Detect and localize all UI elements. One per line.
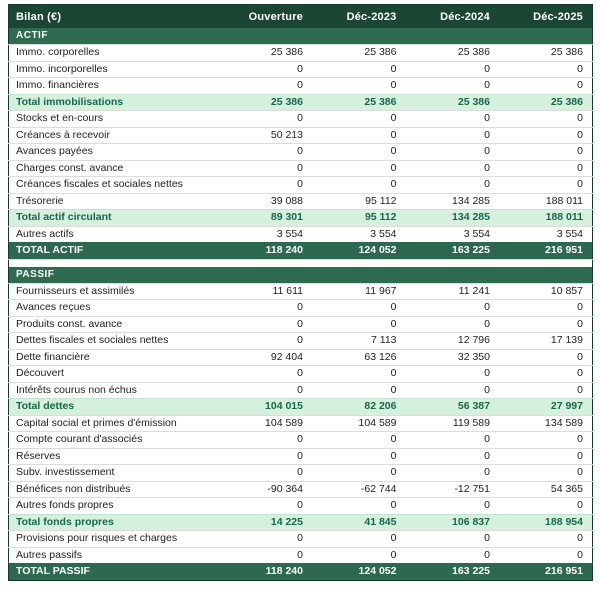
table-row xyxy=(9,144,593,161)
cell-value: 0 xyxy=(312,300,406,317)
cell-value: 0 xyxy=(406,78,500,95)
cell-value: 0 xyxy=(499,316,593,333)
cell-value: 0 xyxy=(406,382,500,399)
table-row xyxy=(9,300,593,317)
table-row xyxy=(9,226,593,243)
column-header-dec-2025: Déc-2025 xyxy=(499,5,593,29)
table-row xyxy=(9,514,593,531)
cell-value: 0 xyxy=(406,177,500,194)
column-header-dec-2023: Déc-2023 xyxy=(312,5,406,29)
cell-value: 0 xyxy=(219,498,313,515)
cell-value: 216 951 xyxy=(499,564,593,581)
cell-value: 0 xyxy=(219,160,313,177)
row-label: Produits const. avance xyxy=(9,316,219,333)
table-row xyxy=(9,366,593,383)
cell-value: 39 088 xyxy=(219,193,313,210)
table-row xyxy=(9,283,593,300)
cell-value: 25 386 xyxy=(406,94,500,111)
row-label: Dettes fiscales et sociales nettes xyxy=(9,333,219,350)
cell-value: 0 xyxy=(219,316,313,333)
table-row xyxy=(9,45,593,62)
cell-value: 63 126 xyxy=(312,349,406,366)
table-row xyxy=(9,481,593,498)
row-label: Total fonds propres xyxy=(9,514,219,531)
cell-value: 0 xyxy=(499,349,593,366)
cell-value: 25 386 xyxy=(312,94,406,111)
cell-value: 0 xyxy=(499,127,593,144)
cell-value: 0 xyxy=(499,448,593,465)
table-row xyxy=(9,316,593,333)
cell-value: 0 xyxy=(406,300,500,317)
cell-value: 0 xyxy=(406,432,500,449)
cell-value: 163 225 xyxy=(406,564,500,581)
cell-value: 0 xyxy=(499,160,593,177)
row-label: Avances reçues xyxy=(9,300,219,317)
cell-value: 0 xyxy=(312,144,406,161)
column-header-dec-2024: Déc-2024 xyxy=(406,5,500,29)
table-row xyxy=(9,160,593,177)
cell-value: 0 xyxy=(312,111,406,128)
table-title: Bilan (€) xyxy=(9,5,219,29)
balance-sheet-table xyxy=(8,4,593,581)
cell-value: 0 xyxy=(219,144,313,161)
cell-value: -90 364 xyxy=(219,481,313,498)
cell-value: 0 xyxy=(219,111,313,128)
cell-value: 104 589 xyxy=(312,415,406,432)
table-row xyxy=(9,349,593,366)
cell-value: 0 xyxy=(219,465,313,482)
table-row xyxy=(9,61,593,78)
cell-value: 0 xyxy=(499,531,593,548)
row-label: Provisions pour risques et charges xyxy=(9,531,219,548)
cell-value: 188 011 xyxy=(499,210,593,227)
cell-value: 0 xyxy=(219,177,313,194)
row-label: Créances fiscales et sociales nettes xyxy=(9,177,219,194)
cell-value: 0 xyxy=(312,498,406,515)
cell-value: 0 xyxy=(219,366,313,383)
row-label: Intérêts courus non échus xyxy=(9,382,219,399)
section-gap-cell xyxy=(9,259,593,267)
row-label: Avances payées xyxy=(9,144,219,161)
section-title: PASSIF xyxy=(9,267,593,284)
row-label: Immo. incorporelles xyxy=(9,61,219,78)
cell-value: 50 213 xyxy=(219,127,313,144)
cell-value: 0 xyxy=(406,316,500,333)
cell-value: 0 xyxy=(406,498,500,515)
section-header-actif xyxy=(9,28,593,45)
cell-value: 118 240 xyxy=(219,564,313,581)
cell-value: 124 052 xyxy=(312,243,406,260)
cell-value: 0 xyxy=(499,78,593,95)
cell-value: 0 xyxy=(312,177,406,194)
cell-value: 134 285 xyxy=(406,210,500,227)
row-label: Total dettes xyxy=(9,399,219,416)
section-gap xyxy=(9,259,593,267)
header-row xyxy=(9,5,593,29)
cell-value: 41 845 xyxy=(312,514,406,531)
row-label: Autres actifs xyxy=(9,226,219,243)
cell-value: 0 xyxy=(499,465,593,482)
cell-value: 25 386 xyxy=(499,94,593,111)
cell-value: 124 052 xyxy=(312,564,406,581)
cell-value: 0 xyxy=(499,300,593,317)
cell-value: 0 xyxy=(406,61,500,78)
cell-value: 0 xyxy=(312,127,406,144)
row-label: Bénéfices non distribués xyxy=(9,481,219,498)
table-row xyxy=(9,78,593,95)
cell-value: 3 554 xyxy=(406,226,500,243)
cell-value: 0 xyxy=(312,366,406,383)
table-row xyxy=(9,498,593,515)
cell-value: 0 xyxy=(219,547,313,564)
table-row xyxy=(9,177,593,194)
row-label: Trésorerie xyxy=(9,193,219,210)
cell-value: 0 xyxy=(499,498,593,515)
cell-value: 25 386 xyxy=(312,45,406,62)
cell-value: 0 xyxy=(219,448,313,465)
cell-value: 134 285 xyxy=(406,193,500,210)
cell-value: 54 365 xyxy=(499,481,593,498)
cell-value: 0 xyxy=(406,448,500,465)
cell-value: 0 xyxy=(406,127,500,144)
table-row xyxy=(9,333,593,350)
cell-value: 0 xyxy=(312,382,406,399)
cell-value: 14 225 xyxy=(219,514,313,531)
cell-value: 0 xyxy=(219,333,313,350)
cell-value: 0 xyxy=(499,144,593,161)
cell-value: 11 241 xyxy=(406,283,500,300)
row-label: Total actif circulant xyxy=(9,210,219,227)
cell-value: 0 xyxy=(312,432,406,449)
row-label: Compte courant d'associés xyxy=(9,432,219,449)
table-row xyxy=(9,531,593,548)
cell-value: 0 xyxy=(312,78,406,95)
row-label: Immo. financières xyxy=(9,78,219,95)
cell-value: 11 611 xyxy=(219,283,313,300)
row-label: Créances à recevoir xyxy=(9,127,219,144)
cell-value: 0 xyxy=(312,547,406,564)
table-body xyxy=(9,28,593,580)
cell-value: 163 225 xyxy=(406,243,500,260)
cell-value: 0 xyxy=(499,111,593,128)
cell-value: 27 997 xyxy=(499,399,593,416)
cell-value: 0 xyxy=(219,300,313,317)
cell-value: 12 796 xyxy=(406,333,500,350)
row-label: TOTAL PASSIF xyxy=(9,564,219,581)
row-label: Autres fonds propres xyxy=(9,498,219,515)
table-row xyxy=(9,94,593,111)
cell-value: 0 xyxy=(219,382,313,399)
cell-value: 25 386 xyxy=(219,94,313,111)
row-label: Fournisseurs et assimilés xyxy=(9,283,219,300)
cell-value: 0 xyxy=(219,61,313,78)
table-row xyxy=(9,564,593,581)
cell-value: 119 589 xyxy=(406,415,500,432)
cell-value: 0 xyxy=(499,177,593,194)
cell-value: 0 xyxy=(499,432,593,449)
cell-value: 95 112 xyxy=(312,193,406,210)
row-label: Dette financière xyxy=(9,349,219,366)
table-row xyxy=(9,111,593,128)
table-row xyxy=(9,210,593,227)
table-row xyxy=(9,432,593,449)
cell-value: 0 xyxy=(406,366,500,383)
cell-value: 104 589 xyxy=(219,415,313,432)
cell-value: -12 751 xyxy=(406,481,500,498)
cell-value: 104 015 xyxy=(219,399,313,416)
cell-value: 0 xyxy=(219,531,313,548)
cell-value: 0 xyxy=(499,366,593,383)
cell-value: 188 011 xyxy=(499,193,593,210)
table-row xyxy=(9,448,593,465)
column-header-ouverture: Ouverture xyxy=(219,5,313,29)
row-label: Autres passifs xyxy=(9,547,219,564)
cell-value: 0 xyxy=(312,316,406,333)
row-label: Découvert xyxy=(9,366,219,383)
cell-value: 10 857 xyxy=(499,283,593,300)
row-label: Capital social et primes d'émission xyxy=(9,415,219,432)
cell-value: 95 112 xyxy=(312,210,406,227)
cell-value: 3 554 xyxy=(312,226,406,243)
cell-value: 188 954 xyxy=(499,514,593,531)
cell-value: 0 xyxy=(312,61,406,78)
cell-value: 92 404 xyxy=(219,349,313,366)
table-row xyxy=(9,399,593,416)
table-row xyxy=(9,193,593,210)
row-label: TOTAL ACTIF xyxy=(9,243,219,260)
cell-value: 0 xyxy=(499,382,593,399)
cell-value: 0 xyxy=(219,432,313,449)
cell-value: 106 837 xyxy=(406,514,500,531)
cell-value: 3 554 xyxy=(499,226,593,243)
cell-value: -62 744 xyxy=(312,481,406,498)
cell-value: 0 xyxy=(406,144,500,161)
section-title: ACTIF xyxy=(9,28,593,45)
table-row xyxy=(9,243,593,260)
table-row xyxy=(9,382,593,399)
row-label: Stocks et en-cours xyxy=(9,111,219,128)
table-row xyxy=(9,127,593,144)
cell-value: 0 xyxy=(499,61,593,78)
cell-value: 216 951 xyxy=(499,243,593,260)
cell-value: 0 xyxy=(312,448,406,465)
row-label: Charges const. avance xyxy=(9,160,219,177)
cell-value: 3 554 xyxy=(219,226,313,243)
row-label: Immo. corporelles xyxy=(9,45,219,62)
cell-value: 0 xyxy=(406,531,500,548)
row-label: Réserves xyxy=(9,448,219,465)
cell-value: 32 350 xyxy=(406,349,500,366)
cell-value: 7 113 xyxy=(312,333,406,350)
row-label: Subv. investissement xyxy=(9,465,219,482)
cell-value: 82 206 xyxy=(312,399,406,416)
cell-value: 0 xyxy=(406,465,500,482)
cell-value: 0 xyxy=(312,465,406,482)
cell-value: 118 240 xyxy=(219,243,313,260)
cell-value: 25 386 xyxy=(219,45,313,62)
table-row xyxy=(9,547,593,564)
cell-value: 0 xyxy=(406,111,500,128)
table-header xyxy=(9,5,593,29)
cell-value: 0 xyxy=(219,78,313,95)
cell-value: 17 139 xyxy=(499,333,593,350)
cell-value: 89 301 xyxy=(219,210,313,227)
table-row xyxy=(9,465,593,482)
cell-value: 0 xyxy=(312,531,406,548)
cell-value: 25 386 xyxy=(499,45,593,62)
cell-value: 0 xyxy=(312,160,406,177)
section-header-passif xyxy=(9,267,593,284)
cell-value: 25 386 xyxy=(406,45,500,62)
cell-value: 0 xyxy=(406,547,500,564)
cell-value: 11 967 xyxy=(312,283,406,300)
cell-value: 0 xyxy=(406,160,500,177)
table-row xyxy=(9,415,593,432)
cell-value: 134 589 xyxy=(499,415,593,432)
cell-value: 0 xyxy=(499,547,593,564)
row-label: Total immobilisations xyxy=(9,94,219,111)
cell-value: 56 387 xyxy=(406,399,500,416)
